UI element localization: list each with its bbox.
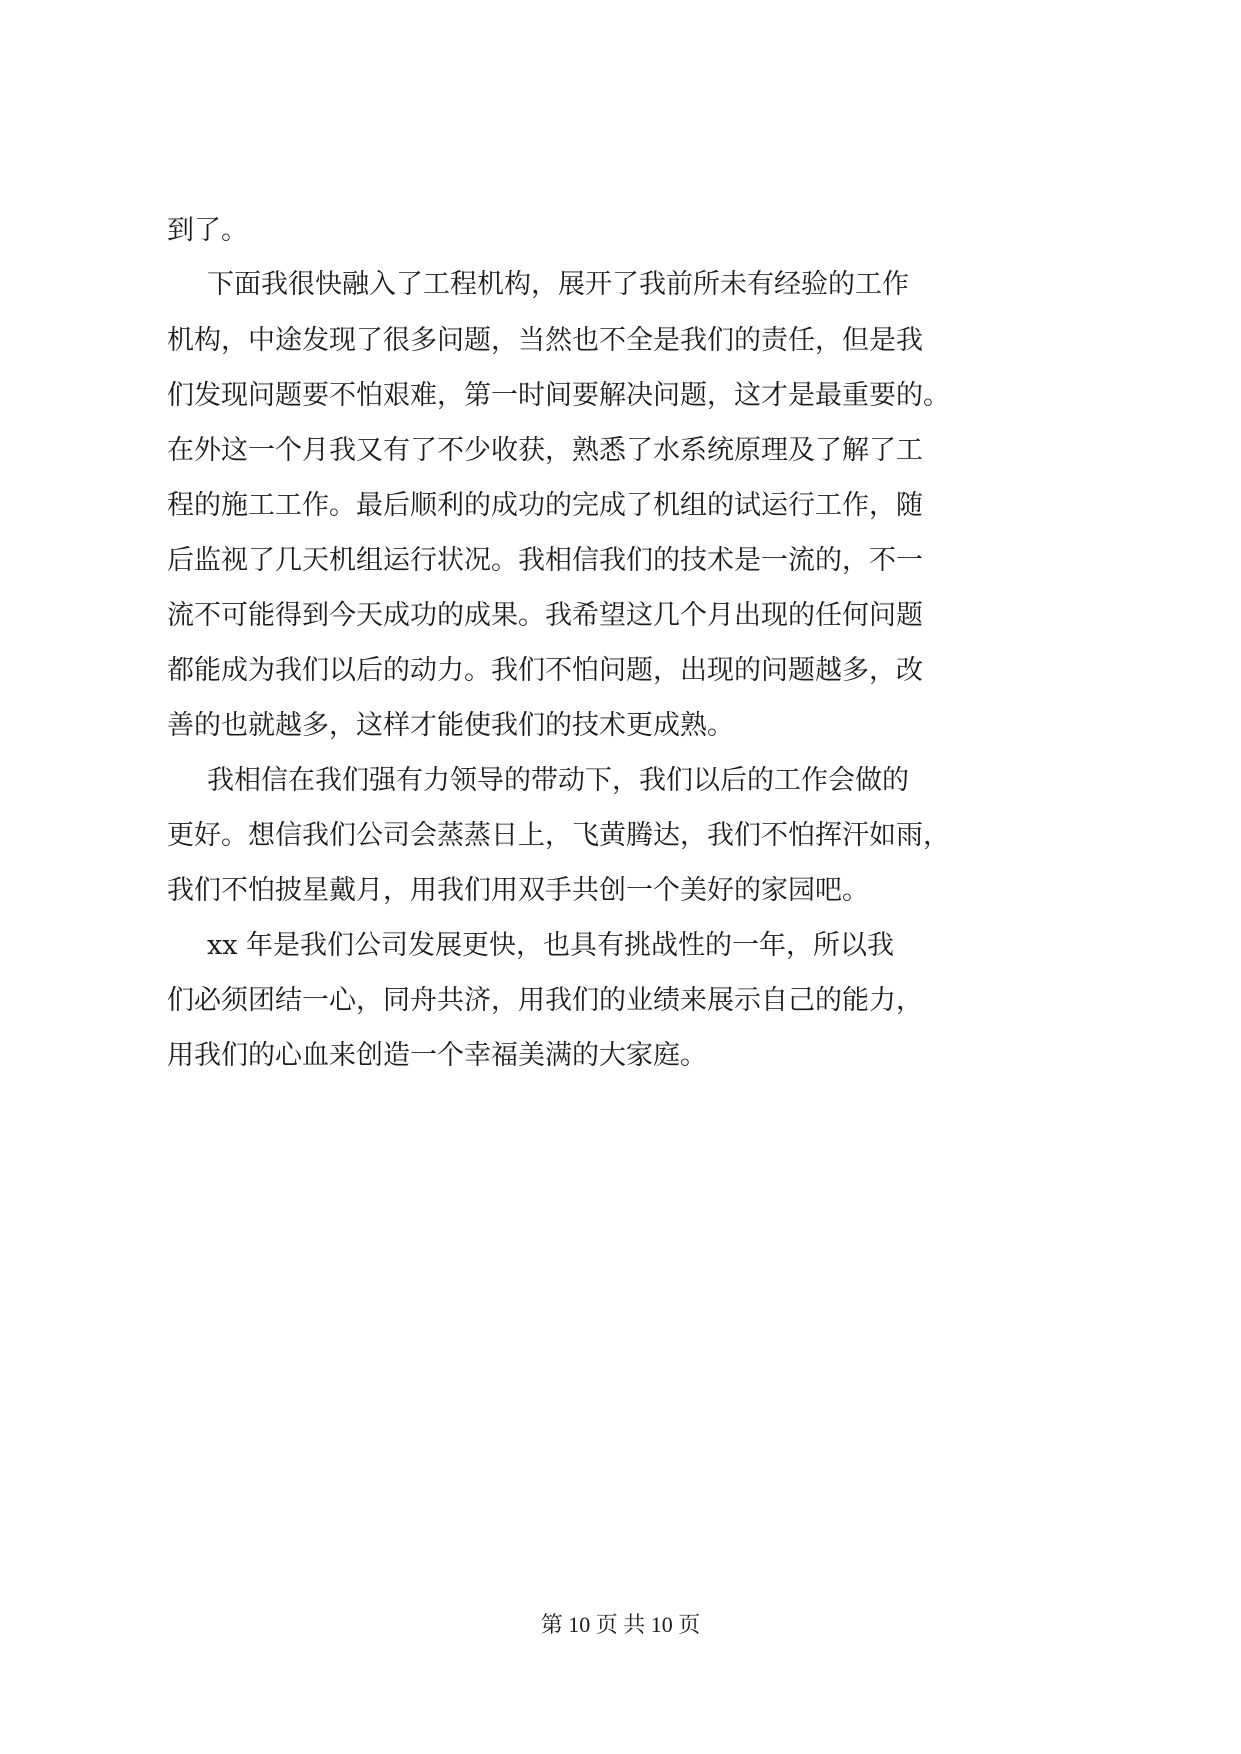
text-line: xx 年是我们公司发展更快，也具有挑战性的一年，所以我 [207,930,895,961]
text-line: 我相信在我们强有力领导的带动下，我们以后的工作会做的 [207,765,909,796]
text-line: 后监视了几天机组运行状况。我相信我们的技术是一流的，不一 [167,545,923,576]
text-line: 善的也就越多，这样才能使我们的技术更成熟。 [167,710,734,741]
text-line: 更好。想信我们公司会蒸蒸日上，飞黄腾达，我们不怕挥汗如雨， [167,820,950,851]
text-line: 用我们的心血来创造一个幸福美满的大家庭。 [167,1040,707,1071]
page-footer [0,1610,1241,1640]
text-line: 们发现问题要不怕艰难，第一时间要解决问题，这才是最重要的。 [167,380,950,411]
page-number-label: 第 10 页 共 10 页 [540,1612,701,1637]
text-line: 流不可能得到今天成功的成果。我希望这几个月出现的任何问题 [167,600,923,631]
text-line: 们必须团结一心，同舟共济，用我们的业绩来展示自己的能力， [167,985,923,1016]
text-line: 在外这一个月我又有了不少收获，熟悉了水系统原理及了解了工 [167,435,923,466]
text-line: 都能成为我们以后的动力。我们不怕问题，出现的问题越多，改 [167,655,923,686]
text-line: 我们不怕披星戴月，用我们用双手共创一个美好的家园吧。 [167,875,869,906]
text-line: 程的施工工作。最后顺利的成功的完成了机组的试运行工作，随 [167,490,923,521]
text-line: 机构，中途发现了很多问题，当然也不全是我们的责任，但是我 [167,325,923,356]
text-line: 下面我很快融入了工程机构，展开了我前所未有经验的工作 [207,269,909,300]
text-line: 到了。 [167,215,248,246]
